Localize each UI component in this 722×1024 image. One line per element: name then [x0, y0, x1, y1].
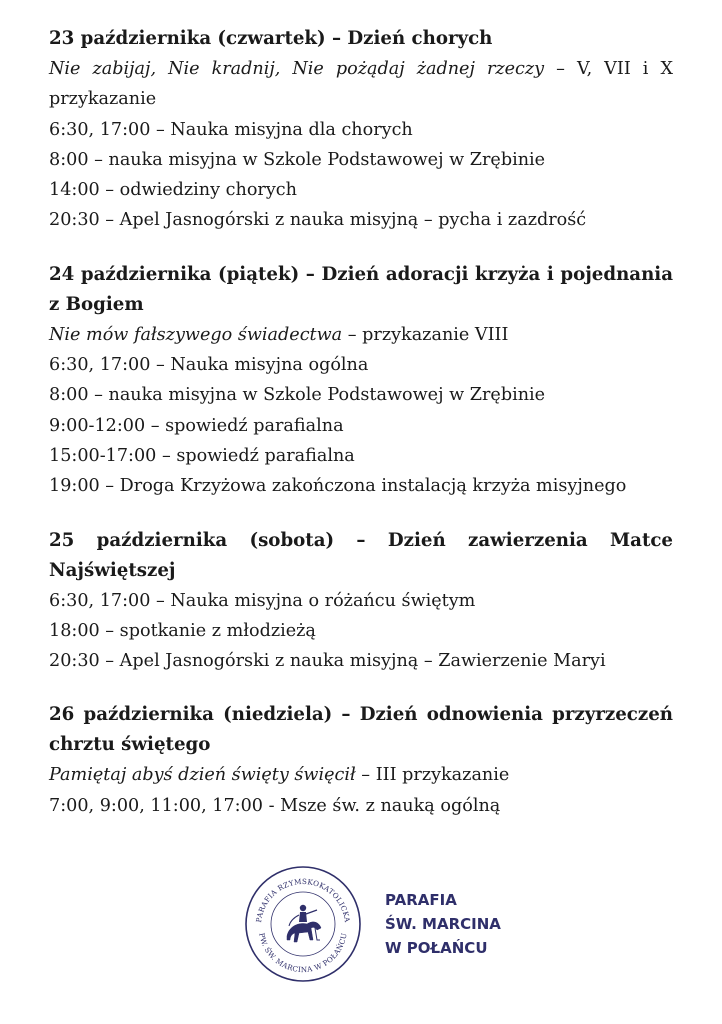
schedule-item: 9:00-12:00 – spowiedź parafialna: [49, 415, 344, 436]
schedule-item: 8:00 – nauka misyjna w Szkole Podstawowej w Zrębinie: [49, 149, 546, 170]
commandment-number: – III przykazanie: [355, 765, 510, 786]
schedule-item: 20:30 – Apel Jasnogórski z nauka misyjną – pycha i zazdrość: [49, 210, 587, 231]
schedule-item: 6:30, 17:00 – Nauka misyjna ogólna: [49, 355, 369, 376]
day-heading: 26 października (niedziela) – Dzień odnowienia przyrzeczeń chrztu świętego: [49, 704, 673, 756]
parish-name-line: ŚW. MARCINA: [385, 915, 501, 933]
schedule-item: 6:30, 17:00 – Nauka misyjna dla chorych: [49, 119, 413, 140]
schedule-item: 6:30, 17:00 – Nauka misyjna o różańcu świętym: [49, 590, 476, 611]
seal-text-top: PARAFIA RZYMSKOKATOLICKA: [254, 876, 352, 924]
mission-schedule: [49, 24, 673, 845]
parish-seal-logo: [243, 864, 363, 984]
horseman-icon: [287, 905, 321, 942]
schedule-item: 15:00-17:00 – spowiedź parafialna: [49, 445, 355, 466]
commandment-number: – przykazanie VIII: [342, 324, 509, 345]
day-heading: 24 października (piątek) – Dzień adoracji krzyża i pojednania z Bogiem: [49, 263, 673, 315]
day-section: [49, 260, 673, 502]
schedule-item: 14:00 – odwiedziny chorych: [49, 180, 297, 201]
schedule-item: 7:00, 9:00, 11:00, 17:00 - Msze św. z nauką ogólną: [49, 795, 501, 816]
day-section: [49, 700, 673, 821]
day-section: [49, 526, 673, 677]
parish-name: [385, 888, 501, 960]
parish-name-line: PARAFIA: [385, 891, 457, 909]
commandment-line: [49, 320, 673, 350]
day-heading: 23 października (czwartek) – Dzień chorych: [49, 28, 493, 49]
commandment-text: Pamiętaj abyś dzień święty święcił: [49, 765, 356, 786]
commandment-number: – V, VII i X przykazanie: [49, 59, 673, 110]
day-section: [49, 24, 673, 236]
parish-footer: [243, 864, 501, 984]
commandment-line: [49, 54, 673, 115]
parish-name-line: W POŁAŃCU: [385, 939, 488, 957]
commandment-text: Nie mów fałszywego świadectwa: [49, 324, 343, 345]
commandment-line: [49, 760, 673, 790]
day-heading: 25 października (sobota) – Dzień zawierzenia Matce Najświętszej: [49, 529, 673, 581]
svg-text:PW. ŚW. MARCINA W POŁAŃCU: [257, 932, 348, 974]
schedule-item: 18:00 – spotkanie z młodzieżą: [49, 620, 316, 641]
commandment-text: Nie zabijaj, Nie kradnij, Nie pożądaj żadnej rzeczy: [49, 59, 545, 79]
schedule-item: 8:00 – nauka misyjna w Szkole Podstawowej w Zrębinie: [49, 385, 546, 406]
schedule-item: 20:30 – Apel Jasnogórski z nauka misyjną – Zawierzenie Maryi: [49, 651, 606, 672]
seal-text-bottom: PW. ŚW. MARCINA W POŁAŃCU: [257, 932, 349, 975]
schedule-item: 19:00 – Droga Krzyżowa zakończona instalacją krzyża misyjnego: [49, 476, 627, 497]
